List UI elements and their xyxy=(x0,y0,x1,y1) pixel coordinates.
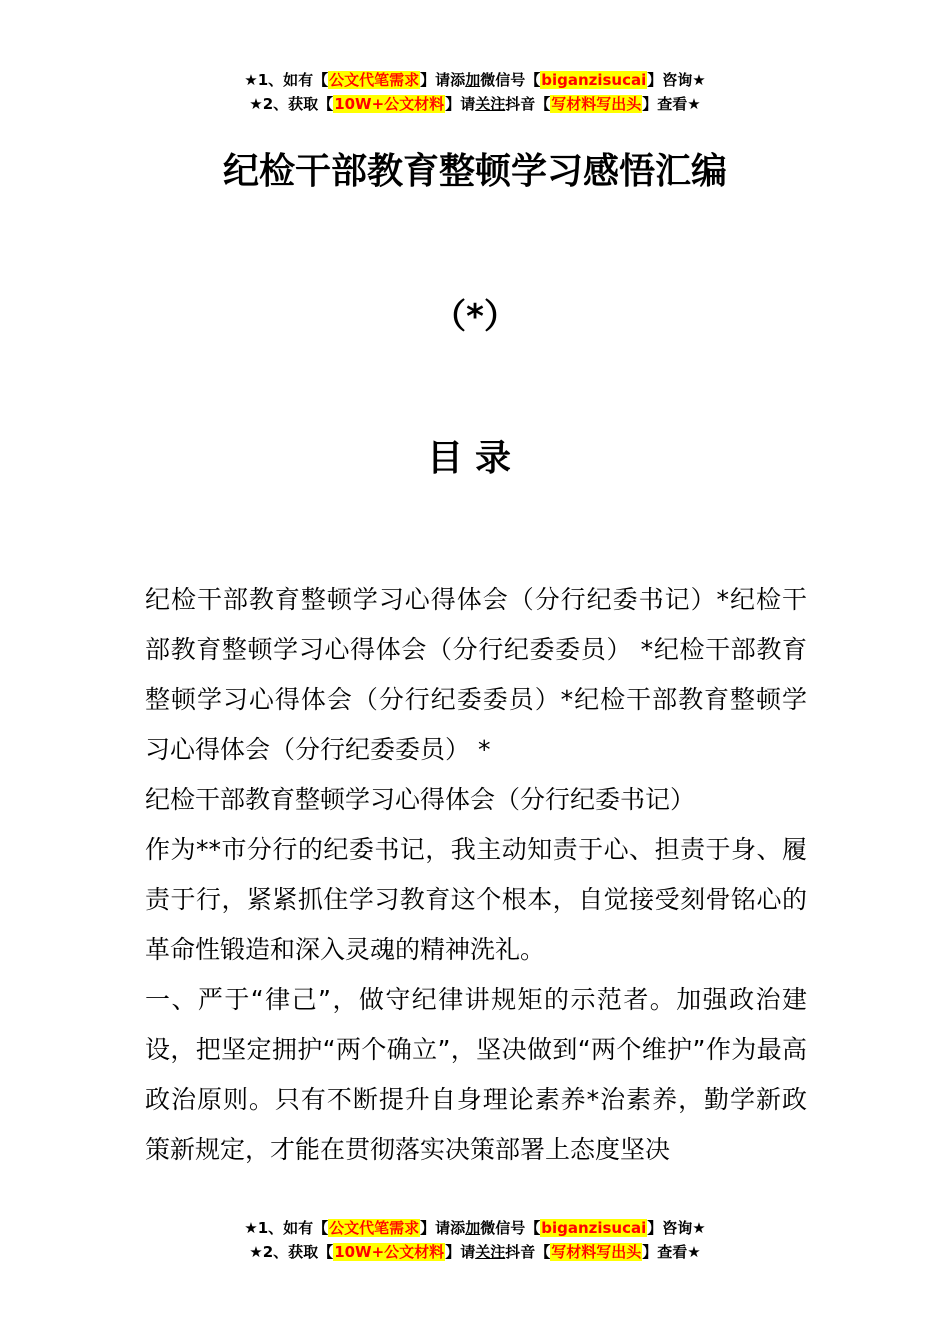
banner-line-1 xyxy=(0,1216,950,1240)
document-subtitle: （*） xyxy=(432,297,518,337)
banner-highlight: 10W+公文材料 xyxy=(334,1243,445,1261)
banner-underlined-text: 关注 xyxy=(475,1243,506,1261)
banner-highlight: biganzisucai xyxy=(541,71,647,89)
banner-line-2 xyxy=(0,92,950,116)
banner-underlined-text: 加 xyxy=(465,71,481,89)
banner-highlight: 10W+公文材料 xyxy=(334,95,445,113)
banner-line-2 xyxy=(0,1240,950,1264)
footer-banner xyxy=(0,1216,950,1264)
banner-text: 】查看★ xyxy=(642,1243,701,1261)
banner-line-1 xyxy=(0,68,950,92)
banner-text: ★1、如有【 xyxy=(244,71,329,89)
banner-text: ★2、获取【 xyxy=(249,95,334,113)
banner-highlight: biganzisucai xyxy=(541,1219,647,1237)
toc-text: 纪检干部教育整顿学习心得体会（分行纪委书记）*纪检干部教育整顿学习心得体会（分行纪委委员） *纪检干部教育整顿学习心得体会（分行纪委委员）*纪检干部教育整顿学习心得体会（分行纪委委员） * xyxy=(145,585,807,764)
paragraph: 一、严于“律己”，做守纪律讲规矩的示范者。加强政治建设，把坚定拥护“两个确立”，坚决做到“两个维护”作为最高政治原则。只有不断提升自身理论素养*治素养，勤学新政策新规定，才能在贯彻落实决策部署上态度坚决 xyxy=(145,985,807,1164)
banner-underlined-text: 关注 xyxy=(475,95,506,113)
banner-highlight: 公文代笔需求 xyxy=(329,1219,420,1237)
banner-text: 】查看★ xyxy=(642,95,701,113)
document-body xyxy=(145,575,807,1175)
section-title: 纪检干部教育整顿学习心得体会（分行纪委书记） xyxy=(145,785,696,814)
banner-text: 】请 xyxy=(445,95,476,113)
banner-text: 抖音【 xyxy=(505,1243,551,1261)
banner-highlight: 写材料写出头 xyxy=(551,1243,642,1261)
banner-text: 】咨询★ xyxy=(647,71,706,89)
banner-text: 微信号【 xyxy=(480,1219,541,1237)
header-banner xyxy=(0,68,950,116)
banner-text: ★2、获取【 xyxy=(249,1243,334,1261)
banner-text: 】请添 xyxy=(420,71,466,89)
banner-text: 微信号【 xyxy=(480,71,541,89)
banner-text: 】咨询★ xyxy=(647,1219,706,1237)
banner-highlight: 写材料写出头 xyxy=(551,95,642,113)
toc-heading: 目录 xyxy=(426,438,523,479)
banner-text: 】请添 xyxy=(420,1219,466,1237)
banner-text: 】请 xyxy=(445,1243,476,1261)
banner-underlined-text: 加 xyxy=(465,1219,481,1237)
document-title: 纪检干部教育整顿学习感悟汇编 xyxy=(222,151,727,192)
banner-text: ★1、如有【 xyxy=(244,1219,329,1237)
banner-text: 抖音【 xyxy=(505,95,551,113)
banner-highlight: 公文代笔需求 xyxy=(329,71,420,89)
paragraph: 作为**市分行的纪委书记，我主动知责于心、担责于身、履责于行，紧紧抓住学习教育这个根本，自觉接受刻骨铭心的革命性锻造和深入灵魂的精神洗礼。 xyxy=(145,835,807,964)
